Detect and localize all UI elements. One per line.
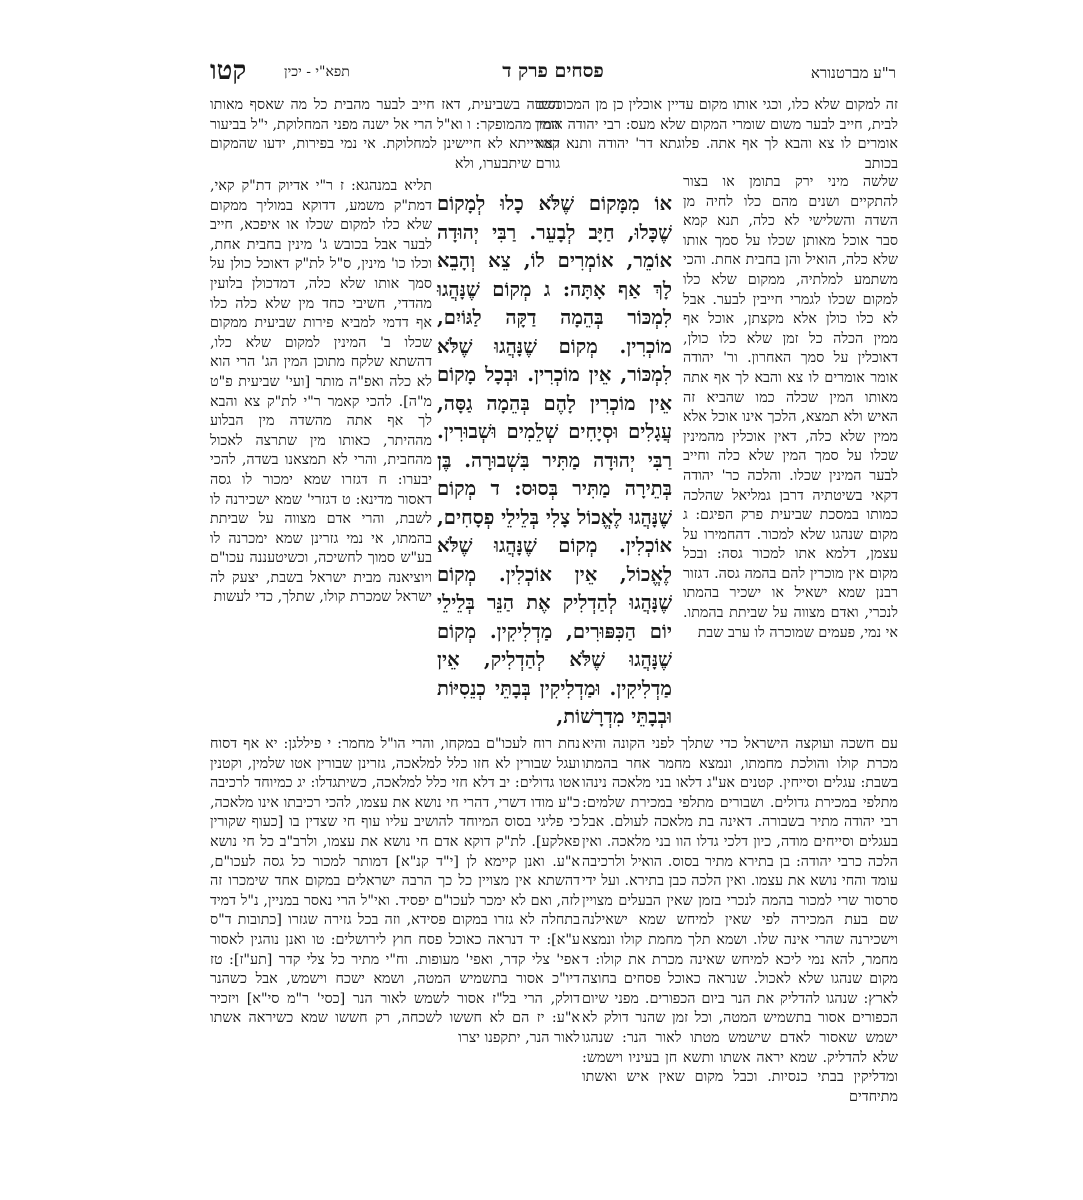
bartenura-commentary-bottom [582, 735, 898, 1107]
yachin-commentary-side [210, 177, 432, 608]
commentary-text: נחת רוח לעכו"ם במקחו, והרי הו"ל מחמר: י פיללגן: יא אף דסוח ועגל שבורין לא חזו כלל למלאכה, גזרינן שבורין אטו שלמין, וקטנין אטו גדולים: יב דלא חזי כלל למלאכה, כשיתגדלו: יג כמיוחד לרכיבה כ"ע מודו דשרי, דהרי חי נושא את עצמו, להכי רכיבתו אינו מלאכה, כי פליגי בסוס המיוחד להושיב עליו עוף חי שצדין בו [כעוף שקורין פאלקע]. לת"ק דוקא אדם חי נושא את עצמו, ולרב"ב כל חי נושא א"ע. ואנן קיימא לן [י"ד קנ"א] דמותר למכור כל גסה לעכו"ם, דהשתא אין מצויין כל כך הרבה ישראלים במקום אחד שימכרו זה לזה, ואם לא ימכר לעכו"ם יפסיד. ואי"ל הרי נאסר במניין, נ"ל דמיד בתחלה לא גזרו במקום פסידא, וזה בכל גזירה שגזרו [כתובות ד"ס ע"א]: יד דנראה כאוכל פסח חוץ לירושלים: טו ואנן נוהגין לאסור אפי' צלי קדר, ואפי' מעופות. וח"י מתיר כל צלי קדר [תע"ז]: טז דיו"כ אסור בתשמיש המטה, ושמא ישכח וישמש, אבל כשהנר דולק, הרי בל"ז אסור לשמש לאור הנר [כסי' ר"מ סי"א] ויזכיר א"ע: יז הם לא חששו לשכחה, רק חששו שמא כשיראה אשתו לאור הנר, יתקפנו יצרו [210, 736, 580, 1046]
commentary-text: השדה בשביעית, דאז חייב לבער מהבית כל מה שאסף מאותו המין מהמופקר: ו וא"ל הרי אל ישנה מפני המחלוקת, י"ל בביעור דאורייתא לא חיישינן למחלוקת. אי נמי בפירות, ידעו שהמקום גורם שיתבערו, ולא [210, 97, 560, 172]
mishnah-text-block [437, 190, 672, 732]
page-title: פסחים פרק ד [502, 60, 604, 82]
yachin-commentary-top [210, 96, 560, 174]
commentary-name: ר"ע מברטנורא [810, 64, 896, 82]
folio-number: קטו [210, 56, 247, 86]
yachin-commentary-bottom [210, 735, 580, 1049]
mishnah-text: אוֹ מִמָּקוֹם שֶׁלֹּא כָלוּ לְמָקוֹם שֶׁכָּלוּ, חַיָּב לְבָעֵר. רַבִּי יְהוּדָה אוֹמֵר, אוֹמְרִים לוֹ, צֵא וְהָבֵא לָךְ אַף אָתָּה: ג מְקוֹם שֶׁנָּהֲגוּ לִמְכּוֹר בְּהֵמָה דַקָּה לַגּוֹיִם, מוֹכְרִין. מְקוֹם שֶׁנָּהֲגוּ שֶׁלֹּא לִמְכּוֹר, אֵין מוֹכְרִין. וּבְכָל מָקוֹם אֵין מוֹכְרִין לָהֶם בְּהֵמָה גַסָּה, עֲגָלִים וּסְיָחִים שְׁלֵמִים וּשְׁבוּרִין. רַבִּי יְהוּדָה מַתִּיר בִּשְׁבוּרָה. בֶּן בְּתֵירָה מַתִּיר בְּסוּס: ד מְקוֹם שֶׁנָּהֲגוּ לֶאֱכוֹל צָלִי בְּלֵילֵי פְסָחִים, אוֹכְלִין. מְקוֹם שֶׁנָּהֲגוּ שֶׁלֹּא לֶאֱכוֹל, אֵין אוֹכְלִין. מְקוֹם שֶׁנָּהֲגוּ לְהַדְלִיק אֶת הַנֵּר בְּלֵילֵי יוֹם הַכִּפּוּרִים, מַדְלִיקִין. מְקוֹם שֶׁנָּהֲגוּ שֶׁלֹּא לְהַדְלִיק, אֵין מַדְלִיקִין. וּמַדְלִיקִין בְּבָתֵּי כְנֵסִיּוֹת וּבְבָתֵּי מִדְרָשׁוֹת, [437, 192, 672, 728]
page-header [210, 56, 896, 88]
bartenura-commentary-top [535, 96, 898, 174]
commentary-text: עם חשכה ועוקצה הישראל כדי שתלך לפני הקונה והיא מכרת קולו והולכת מחמתו, ונמצא מחמר אחר בהמתו בשבת: עגלים וסייחין. קטנים אע"ג דלאו בני מלאכה נינהו מתלפי במכירת גדולים. ושבורים מתלפי במכירת שלמים: רבי יהודה מתיר בשבורה. דאינה בת מלאכה לעולם. אבל בעגלים וסייחים מודה, כיון דלכי גדלו הוו בני מלאכה. ואין הלכה כרבי יהודה: בן בתירא מתיר בסוס. הואיל ולרכיבה עומד והחי נושא את עצמו. ואין הלכה כבן בתירא. ועל ידי סרסור שרי למכור בהמה לנכרי בזמן שאין הבעלים מצויין שם בעת המכירה לפי שאין למיחש שמא ישאילנה וישכירנה שהרי אינה שלו. ושמא תלך מחמת קולו ונמצא מחמר, להא נמי ליכא למיחש שאינה מכרת את קולו: ד מקום שנהגו שלא לאכול. שנראה כאוכל פסחים בחוצה לארץ: שנהגו להדליק את הנר ביום הכפורים. מפני שיום הכפורים אסור בתשמיש המטה, וכל זמן שהנר דולק לא ישמש שאסור לאדם שישמש מטתו לאור הנר: שנהגו שלא להדליק. שמא יראה אשתו ותשא חן בעיניו וישמש: ומדליקין בבתי כנסיות. וכבל מקום שאין איש ואשתו מתיחדים [582, 736, 898, 1105]
commentary-text: שלשה מיני ירק בתומן או בצור להתקיים ושנים מהם כלו לחיה מן השדה והשלישי לא כלה, תנא קמא סבר אוכל מאותן שכלו על סמך אותו שלא כלה, הואיל והן בחבית אחת. והכי משתמע למלתיה, ממקום שלא כלו למקום שכלו לגמרי חייבין לבער. אבל לא כלו כולן אלא מקצתן, אוכל אף ממין הכלה כל זמן שלא כלו כולן, דאוכלין על סמך האחרון. ור' יהודה אומר אומרים לו צא והבא לך אף אתה מאותו המין שכלה כמו שהביא זה האיש ולא תמצא, הלכך אינו אוכל אלא ממין שלא כלה, דאין אוכלין מהמינין שכלו על סמך המין שלא כלה וחייב לבער המינין שכלו. והלכה כר' יהודה דקאי בשיטתיה דרבן גמליאל שהלכה כמותו במסכת שביעית פרק הפיגם: ג מקום שנהגו שלא למכור. דהחמירו על עצמן, דלמא אתו למכור גסה: ובכל מקום אין מוכרין להם בהמה גסה. דגזור רבנן שמא ישאיל או ישכיר בהמתו לנכרי, ואדם מצווה על שביתת בהמתו. אי נמי, פעמים שמוכרה לו ערב שבת [683, 174, 898, 641]
commentary-text: זה למקום שלא כלו, וכגי אותו מקום עדיין אוכלין כן מן המכוכסים לבית, חייב לבער משום שומרי המקום שלא מעס: רבי יהודה אומר אומרים לו צא והבא לך אף אתה. פלוגתא דר' יהודה ותנא קמא בכותב [535, 97, 898, 172]
bartenura-commentary-side [683, 173, 898, 643]
commentary-text: תליא במנהגא: ז ר"י אדיוק דת"ק קאי, דמת"ק משמע, דדוקא במוליך ממקום שלא כלו למקום שכלו או איפכא, חייב לבער אבל בכובש ג' מינין בחבית אחת, וכלו כו' מינין, ס"ל לת"ק דאוכל כולן על סמך אותו שלא כלה, דמדכולן בלועין מהדדי, חשיבי כחד מין שלא כלה כלו אף דדמי למביא פירות שביעית ממקום שכלו ב' המינין למקום שלא כלו, דהשתא שלקח מתוכן המין הג' הרי הוא לא כלה ואפ"ה מותר [ועי' שביעית פ"ט מ"ה]. להכי קאמר ר"י לת"ק צא והבא לך אף אתה מהשדה מין הבלוע מההיתר, כאותו מין שתרצה לאכול מהחבית, והרי לא תמצאנו בשדה, להכי יבערו: ח דגזרו שמא ימכור לו גסה דאסור מדינא: ט דגזרי' שמא ישכירנה לו לשבת, והרי אדם מצווה על שביתת בהמתו, אי נמי גזרינן שמא ימכרנה לו בע"ש סמוך לחשיכה, וכשיטעננה עכו"ם ויוציאנה מבית ישראל בשבת, יצעק לה ישראל שמכרת קולו, שתלך, כדי לעשות [210, 178, 432, 606]
sub-commentary-name: תפא"י - יכין [284, 64, 350, 80]
